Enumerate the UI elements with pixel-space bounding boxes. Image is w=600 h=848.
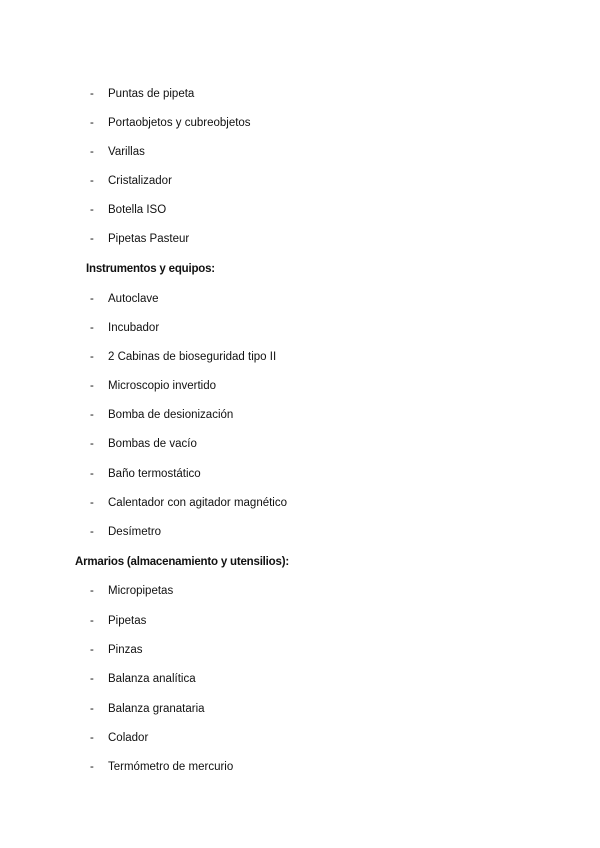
list-bullet: - — [90, 526, 94, 538]
list-bullet: - — [90, 233, 94, 245]
list-item-text: Incubador — [108, 322, 160, 334]
list-item-text: Colador — [108, 732, 149, 744]
list-item-text: Termómetro de mercurio — [108, 761, 234, 773]
list-item-text: Botella ISO — [108, 204, 167, 216]
list-item-text: Balanza analítica — [108, 673, 196, 685]
list-bullet: - — [90, 644, 94, 656]
list-item-text: Micropipetas — [108, 585, 174, 597]
list-item-text: Cristalizador — [108, 175, 172, 187]
list-bullet: - — [90, 204, 94, 216]
list-item-text: Puntas de pipeta — [108, 88, 195, 100]
list-item-text: Desímetro — [108, 526, 162, 538]
list-bullet: - — [90, 585, 94, 597]
list-bullet: - — [90, 380, 94, 392]
list-item-text: Bombas de vacío — [108, 438, 197, 450]
list-item-text: Baño termostático — [108, 468, 201, 480]
list-bullet: - — [90, 438, 94, 450]
list-bullet: - — [90, 322, 94, 334]
list-bullet: - — [90, 351, 94, 363]
section-heading-instruments: Instrumentos y equipos: — [86, 263, 215, 275]
list-bullet: - — [90, 175, 94, 187]
list-item-text: Pipetas — [108, 615, 147, 627]
list-item-text: Bomba de desionización — [108, 409, 234, 421]
list-item-text: Balanza granataria — [108, 703, 205, 715]
list-item-text: Pipetas Pasteur — [108, 233, 190, 245]
list-bullet: - — [90, 497, 94, 509]
list-item-text: 2 Cabinas de bioseguridad tipo II — [108, 351, 277, 363]
list-item-text: Calentador con agitador magnético — [108, 497, 288, 509]
list-bullet: - — [90, 409, 94, 421]
list-bullet: - — [90, 673, 94, 685]
section-heading-cabinets: Armarios (almacenamiento y utensilios): — [75, 556, 289, 568]
list-item-text: Autoclave — [108, 293, 159, 305]
list-bullet: - — [90, 88, 94, 100]
list-bullet: - — [90, 732, 94, 744]
list-item-text: Microscopio invertido — [108, 380, 217, 392]
list-item-text: Pinzas — [108, 644, 143, 656]
list-item-text: Portaobjetos y cubreobjetos — [108, 117, 251, 129]
list-bullet: - — [90, 293, 94, 305]
list-bullet: - — [90, 761, 94, 773]
list-bullet: - — [90, 146, 94, 158]
list-bullet: - — [90, 615, 94, 627]
list-bullet: - — [90, 468, 94, 480]
list-bullet: - — [90, 117, 94, 129]
list-bullet: - — [90, 703, 94, 715]
list-item-text: Varillas — [108, 146, 145, 158]
